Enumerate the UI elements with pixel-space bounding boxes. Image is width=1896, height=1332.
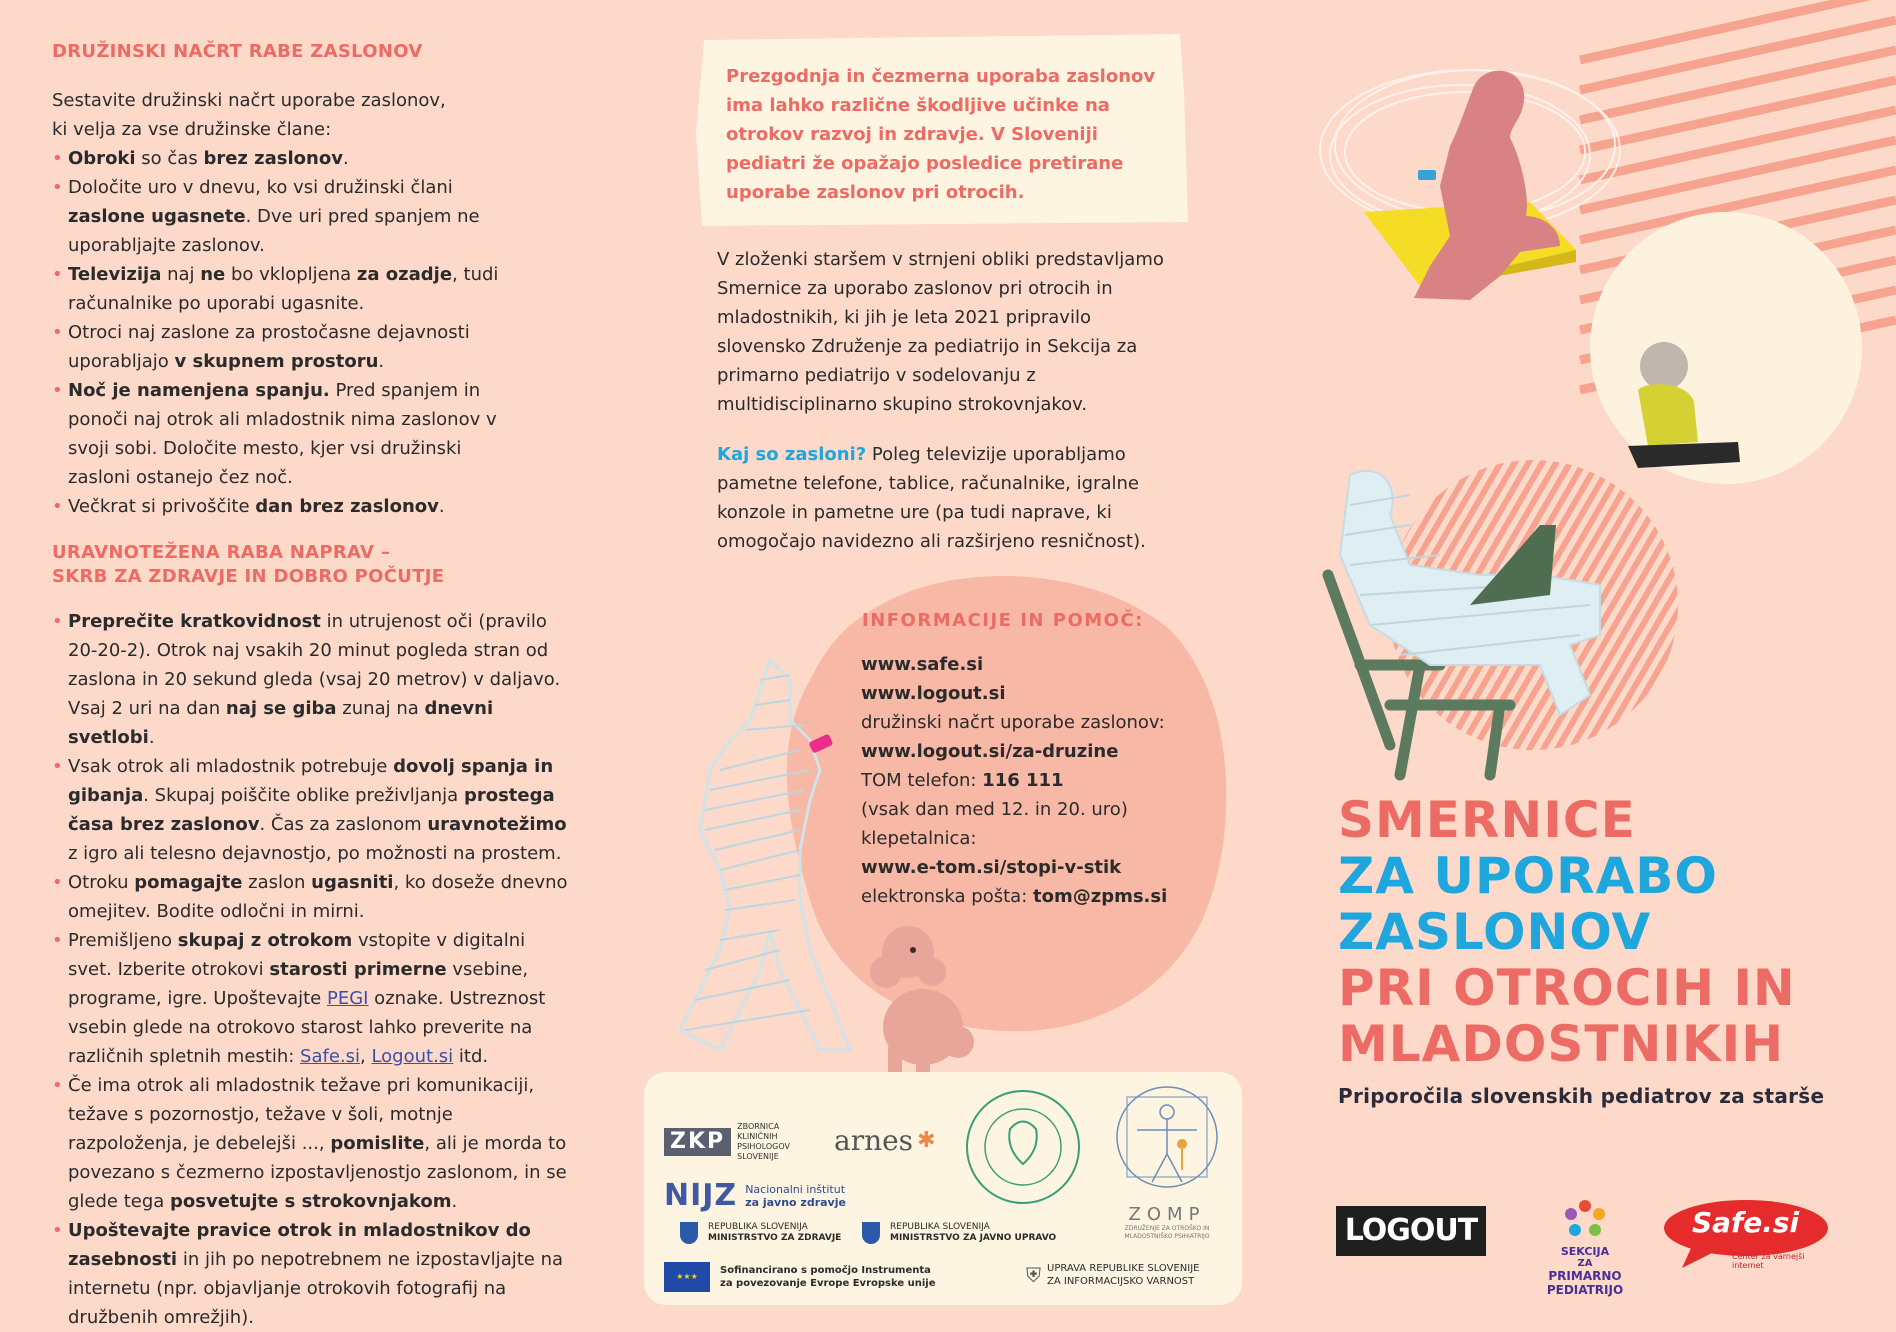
list-item: • Vsak otrok ali mladostnik potrebuje dovolj spanja in gibanja. Skupaj poiščite oblike preživljanja prostega časa brez zaslonov. Čas za zaslonom uravnotežimo z igro ali telesno dejavnostjo, po možnosti na prostem. bbox=[52, 752, 572, 868]
list-item: • Televizija naj ne bo vklopljena za ozadje, tudi računalnike po uporabi ugasnite. bbox=[52, 260, 522, 318]
zomp-logo: ZOMP ZDRUŽENJE ZA OTROŠKO IN MLADOSTNIŠKO PSIHIATRIJO bbox=[1124, 1204, 1210, 1240]
poodle-illustration bbox=[868, 912, 988, 1092]
list-item: • Preprečite kratkovidnost in utrujenost oči (pravilo 20-20-2). Otrok naj vsakih 20 minut pogleda stran od zaslona in 20 sekund gleda (vsaj 20 metrov) v daljavo. Vsaj 2 uri na dan naj se giba zunaj na dnevni svetlobi. bbox=[52, 607, 572, 752]
heading-balanced-use: URAVNOTEŽENA RABA NAPRAV – SKRB ZA ZDRAVJE IN DOBRO POČUTJE bbox=[52, 542, 445, 587]
link-safe[interactable]: www.safe.si bbox=[861, 654, 984, 675]
toddler-illustration bbox=[1608, 332, 1748, 472]
link-pegi[interactable]: PEGI bbox=[326, 988, 369, 1009]
link-logout-families[interactable]: www.logout.si/za-druzine bbox=[861, 741, 1119, 762]
logout-logo: LOGOUT bbox=[1336, 1206, 1486, 1256]
sitting-woman-with-phone-illustration bbox=[1370, 66, 1570, 306]
list-item: • Če ima otrok ali mladostnik težave pri komunikaciji, težave s pozornostjo, težave v šoli, motnje razpoloženja, je debelejši ..., pomislite, ali je morda to povezano s čezmerno izpostavljenostjo zaslonom, in se glede tega posvetujte s strokovnjakom. bbox=[52, 1071, 572, 1216]
quote-text: Prezgodnja in čezmerna uporaba zaslonov ima lahko različne škodljive učinke na otrokov razvoj in zdravje. V Sloveniji pediatri že opažajo posledice pretirane uporabe zaslonov pri otrocih. bbox=[726, 66, 1156, 203]
security-admin-logo: ⛨ UPRAVA REPUBLIKE SLOVENIJE ZA INFORMACIJSKO VARNOST bbox=[1026, 1263, 1200, 1287]
ministry-public-admin-logo: REPUBLIKA SLOVENIJA MINISTRSTVO ZA JAVNO UPRAVO bbox=[862, 1222, 1056, 1244]
list-item: • Otroku pomagajte zaslon ugasniti, ko doseže dnevno omejitev. Bodite odločni in mirni. bbox=[52, 868, 572, 926]
eu-flag-icon: ★★★ bbox=[664, 1262, 710, 1292]
arnes-swirl-icon: ✱ bbox=[917, 1128, 936, 1153]
heading-family-plan: DRUŽINSKI NAČRT RABE ZASLONOV bbox=[52, 41, 423, 62]
list-item: • Premišljeno skupaj z otrokom vstopite v digitalni svet. Izberite otrokovi starosti primerne vsebine, programe, igre. Upoštevajte PEGI oznake. Ustreznost vsebin glede na otrokovo starost lahko preverite na različnih spletnih mestih: Safe.si, Logout.si itd. bbox=[52, 926, 572, 1071]
list-item: • Obroki so čas brez zaslonov. bbox=[52, 144, 522, 173]
list-item: • Večkrat si privoščite dan brez zaslonov. bbox=[52, 492, 522, 521]
info-heading: INFORMACIJE IN POMOČ: bbox=[862, 610, 1144, 631]
intro-paragraph: V zloženki staršem v strnjeni obliki predstavljamo Smernice za uporabo zaslonov pri otrocih in mladostnikih, ki jih je leta 2021 pripravilo slovensko Združenje za pediatrijo in Sekcija za primarno pediatrijo v sodelovanju z multidisciplinarno skupino strokovnjakov. bbox=[717, 249, 1164, 415]
info-list: www.safe.si www.logout.si družinski načrt uporabe zaslonov: www.logout.si/za-druzine TOM telefon: 116 111 (vsak dan med 12. in 20. uro) klepetalnica: www.e-tom.si/stopi-v-stik elektronska pošta: tom@zpms.si bbox=[861, 650, 1221, 911]
nijz-logo: NIJZ Nacionalni inštitut za javno zdravje bbox=[664, 1178, 846, 1213]
tom-phone: 116 111 bbox=[982, 770, 1064, 791]
zkp-logo: ZKP ZBORNICA KLINIČNIH PSIHOLOGOV SLOVENIJE bbox=[664, 1122, 807, 1162]
balanced-use-list bbox=[52, 607, 572, 1332]
list-item: • Upoštevajte pravice otrok in mladostnikov do zasebnosti in jih po nepotrebnem ne izpostavljajte na internetu (npr. objavljanje otrokovih fotografij na družbenih omrežjih). bbox=[52, 1216, 572, 1332]
link-logout[interactable]: www.logout.si bbox=[861, 683, 1006, 704]
pinwheel-people-icon bbox=[1555, 1196, 1615, 1242]
list-item: • Otroci naj zaslone za prostočasne dejavnosti uporabljajo v skupnem prostoru. bbox=[52, 318, 522, 376]
column-left bbox=[52, 40, 572, 1332]
eu-funding-logo: ★★★ Sofinancirano s pomočjo Instrumenta za povezovanje Evrope Evropske unije bbox=[664, 1262, 936, 1292]
cover-title: SMERNICE ZA UPORABO ZASLONOV PRI OTROCIH IN MLADOSTNIKIH bbox=[1338, 791, 1796, 1073]
pediatric-association-ring-logo bbox=[960, 1084, 1086, 1210]
shield-icon: ⛨ bbox=[1026, 1263, 1041, 1287]
list-item: • Noč je namenjena spanju. Pred spanjem in ponoči naj otrok ali mladostnik nima zaslonov v svoji sobi. Določite mesto, kjer vsi družinski zasloni ostanejo čez noč. bbox=[52, 376, 522, 492]
man-in-chair-with-laptop-illustration bbox=[1320, 465, 1620, 785]
arnes-logo: arnes ✱ bbox=[834, 1124, 936, 1157]
zkp-mark: ZKP bbox=[664, 1128, 731, 1156]
link-e-tom[interactable]: www.e-tom.si/stopi-v-stik bbox=[861, 857, 1122, 878]
intro-text: Sestavite družinski načrt uporabe zaslonov, ki velja za vse družinske člane: bbox=[52, 90, 446, 140]
what-are-screens-paragraph: Kaj so zasloni? Poleg televizije uporabljamo pametne telefone, tablice, računalnike, igralne konzole in pametne ure (pa tudi naprave, ki omogočajo navidezno ali razširjeno resničnost). bbox=[717, 444, 1146, 552]
cover-subtitle: Priporočila slovenskih pediatrov za starše bbox=[1338, 1084, 1825, 1108]
teen-with-phone-illustration bbox=[660, 650, 860, 1070]
tom-email[interactable]: tom@zpms.si bbox=[1032, 886, 1168, 907]
ministry-health-logo: REPUBLIKA SLOVENIJA MINISTRSTVO ZA ZDRAVJE bbox=[680, 1222, 841, 1244]
sekcija-logo: SEKCIJA ZA PRIMARNO PEDIATRIJO bbox=[1510, 1196, 1660, 1297]
family-plan-list bbox=[52, 144, 522, 521]
slovenia-crest-icon bbox=[680, 1222, 698, 1244]
slovenia-crest-icon bbox=[862, 1222, 880, 1244]
zomp-vitruvian-icon bbox=[1112, 1082, 1222, 1200]
list-item: • Določite uro v dnevu, ko vsi družinski člani zaslone ugasnete. Dve uri pred spanjem ne uporabljajte zaslonov. bbox=[52, 173, 522, 260]
safe-si-logo: Safe.si Center za varnejši internet bbox=[1662, 1198, 1832, 1272]
link-safesi[interactable]: Safe.si bbox=[300, 1046, 360, 1067]
link-logoutsi[interactable]: Logout.si bbox=[371, 1046, 454, 1067]
